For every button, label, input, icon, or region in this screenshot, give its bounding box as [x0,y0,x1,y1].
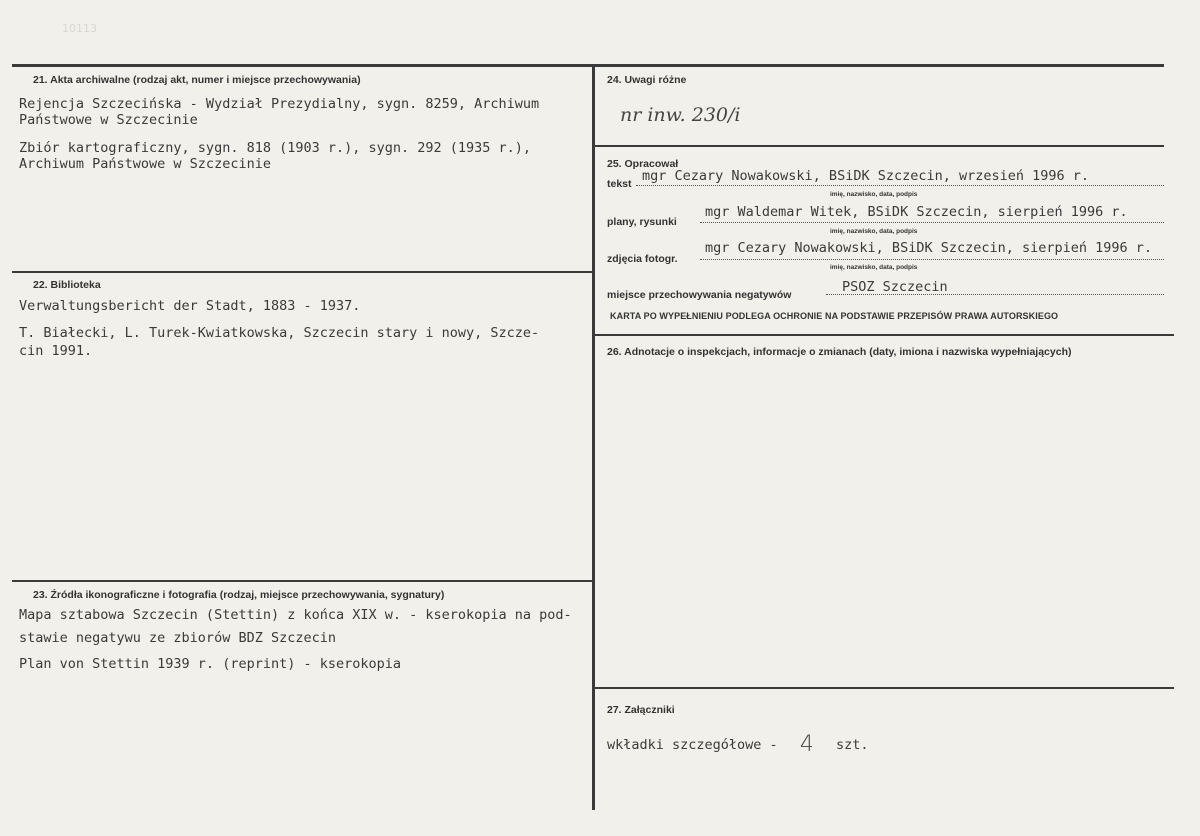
section-21-line-4: Archiwum Państwowe w Szczecinie [19,156,271,172]
section-23-line-2: stawie negatywu ze zbiorów BDZ Szczecin [19,630,336,646]
section-23-line-1: Mapa sztabowa Szczecin (Stettin) z końca XIX w. - kserokopia na pod- [19,607,572,623]
section-27-title: 27. Załączniki [607,704,675,716]
section-22-line-1: Verwaltungsbericht der Stadt, 1883 - 1937. [19,298,361,314]
divider-22-23 [12,580,594,582]
section-21-line-1: Rejencja Szczecińska - Wydział Prezydialny, sygn. 8259, Archiwum [19,96,540,112]
divider-26-27 [594,687,1174,689]
copyright-notice: KARTA PO WYPEŁNIENIU PODLEGA OCHRONIE NA PODSTAWIE PRZEPISÓW PRAWA AUTORSKIEGO [610,311,1059,321]
divider-24-25 [594,145,1164,147]
section-23-title: 23. Źródła ikonograficzne i fotografia (rodzaj, miejsce przechowywania, sygnatury) [33,589,445,601]
zdjecia-value: mgr Cezary Nowakowski, BSiDK Szczecin, sierpień 1996 r. [705,240,1153,256]
plany-label: plany, rysunki [607,216,677,228]
plany-value: mgr Waldemar Witek, BSiDK Szczecin, sierpień 1996 r. [705,204,1128,220]
section-21-line-2: Państwowe w Szczecinie [19,112,198,128]
corner-pencil-mark: 10113 [62,22,97,35]
attachments-text [607,732,869,757]
section-21-line-3: Zbiór kartograficzny, sygn. 818 (1903 r.), sygn. 292 (1935 r.), [19,140,532,156]
section-25-title: 25. Opracował [607,158,679,170]
tekst-value: mgr Cezary Nowakowski, BSiDK Szczecin, wrzesień 1996 r. [642,168,1090,184]
divider-25-26 [594,334,1174,336]
section-22-title: 22. Biblioteka [33,279,101,291]
center-divider [592,66,595,810]
plany-caption: imię, nazwisko, data, podpis [830,228,918,235]
divider-21-22 [12,271,594,273]
section-22-line-3: cin 1991. [19,343,93,359]
top-border [12,64,1164,67]
zdjecia-label: zdjęcia fotogr. [607,253,678,265]
section-24-title: 24. Uwagi różne [607,74,687,86]
handwritten-inventory-note: nr inw. 230/i [620,104,741,126]
section-23-line-3: Plan von Stettin 1939 r. (reprint) - kserokopia [19,656,402,672]
attachments-count: 4 [799,732,814,757]
negatywy-label: miejsce przechowywania negatywów [607,289,792,301]
zdjecia-caption: imię, nazwisko, data, podpis [830,264,918,271]
zdjecia-line [700,259,1164,260]
negatywy-value: PSOZ Szczecin [842,279,948,295]
attachments-unit: szt. [835,737,869,753]
section-26-title: 26. Adnotacje o inspekcjach, informacje o zmianach (daty, imiona i nazwiska wypełniających) [607,346,1072,358]
attachments-label: wkładki szczegółowe - [607,737,778,753]
tekst-line [636,185,1164,186]
section-22-line-2: T. Białecki, L. Turek-Kwiatkowska, Szczecin stary i nowy, Szcze- [19,325,540,341]
section-21-title: 21. Akta archiwalne (rodzaj akt, numer i miejsce przechowywania) [33,74,361,86]
tekst-label: tekst [607,178,632,190]
tekst-caption: imię, nazwisko, data, podpis [830,191,918,198]
plany-line [700,222,1164,223]
